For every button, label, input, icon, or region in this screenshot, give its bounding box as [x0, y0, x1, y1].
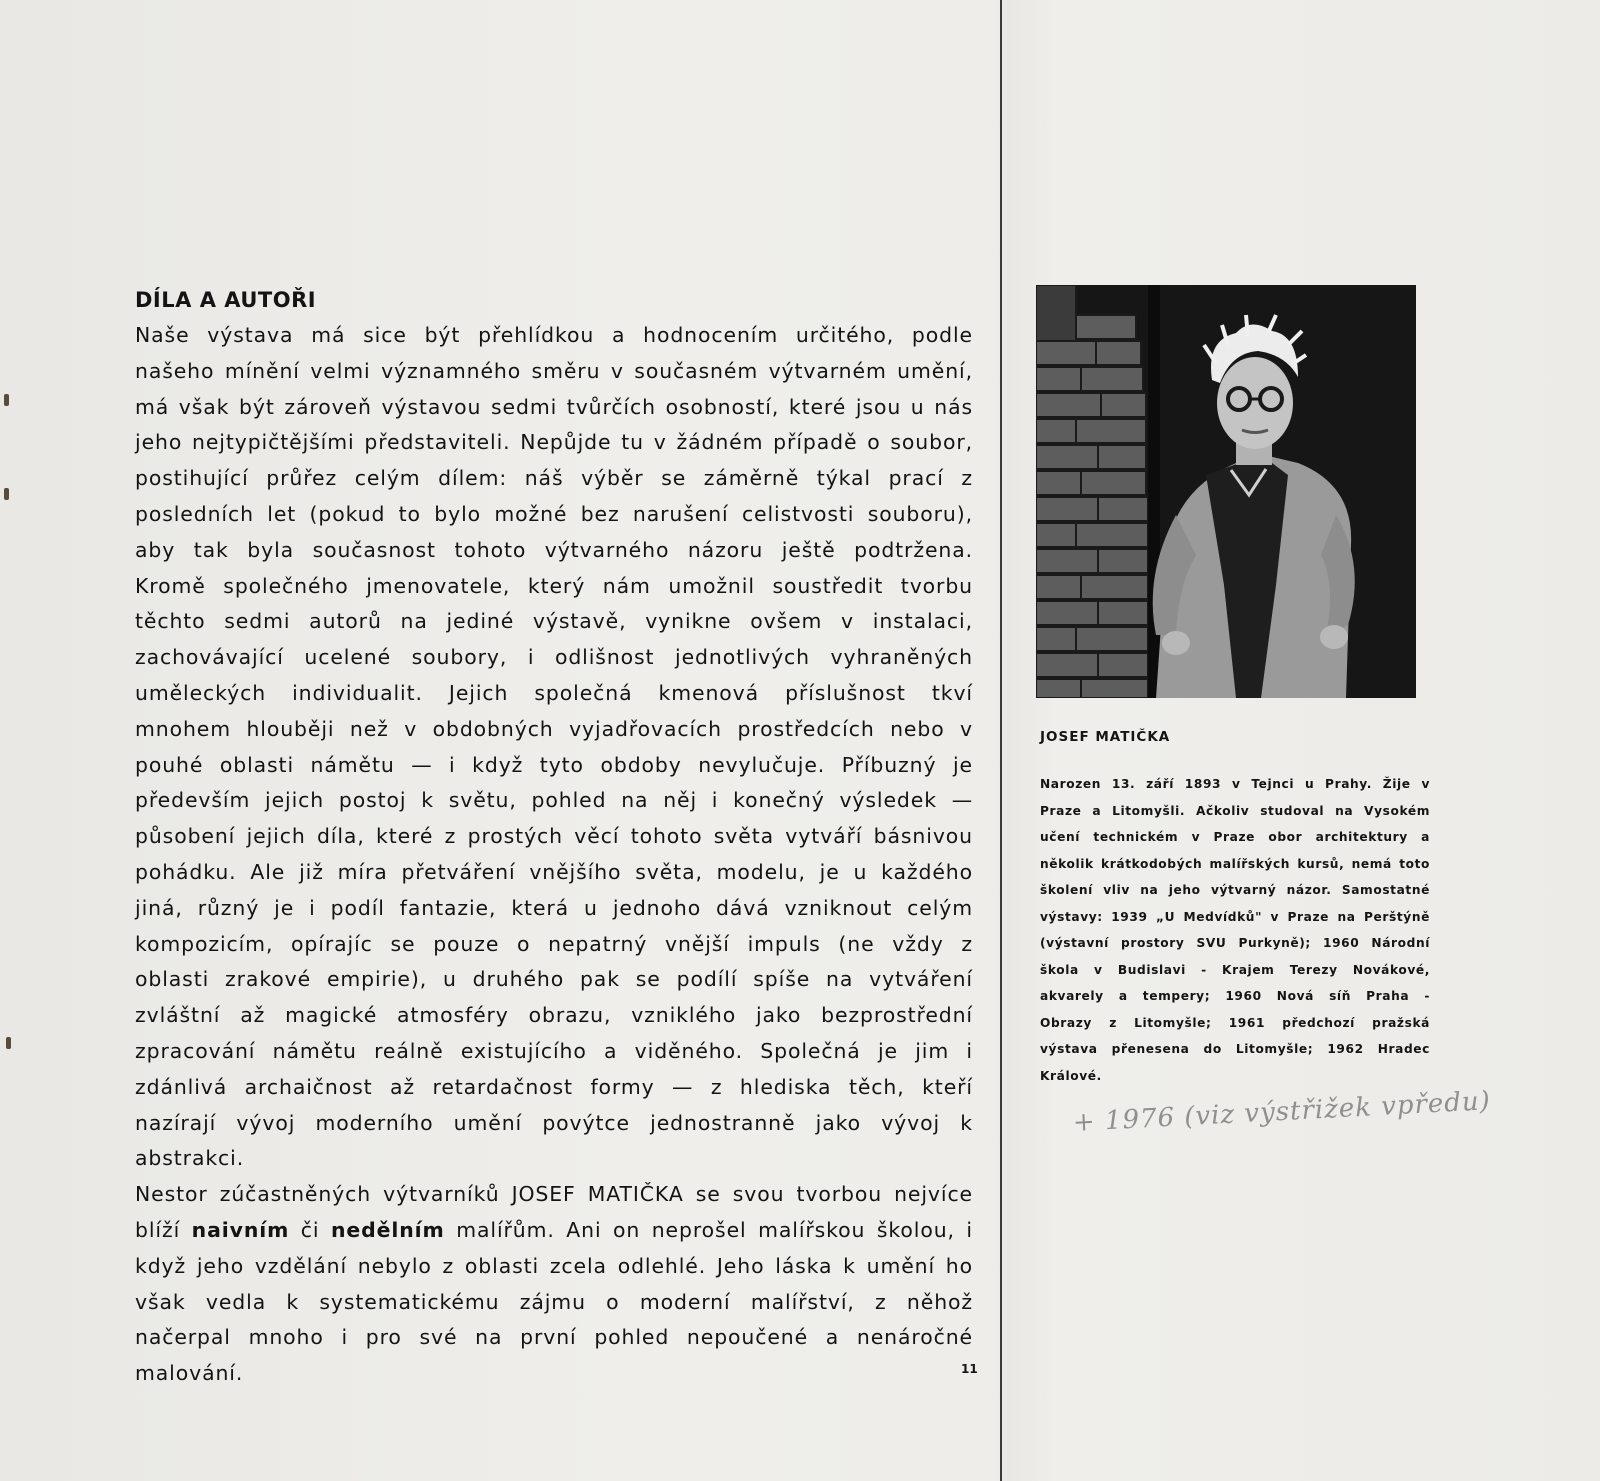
body-text — [135, 318, 973, 1392]
photo-caption-name: JOSEF MATIČKA — [1040, 729, 1171, 745]
p2-text-mid: či — [289, 1217, 331, 1242]
edge-mark — [4, 394, 9, 406]
bold-term-sunday: nedělním — [330, 1217, 445, 1242]
page-number: 11 — [961, 1362, 978, 1376]
p2-text-start: Nestor zúčastněných výtvarníků JOSEF MATIČKA se svou tvorbou nejvíce blíží — [135, 1182, 973, 1242]
p2-text-end: malířům. Ani on neprošel malířskou školou, i když jeho vzdělání nebylo z oblasti zcela odlehlé. Jeho láska k umění ho však vedla k systematickému zájmu o moderní malířství, z něhož načerpal mnoho i pro své na první pohled nepoučené a nenáročné malování. — [135, 1217, 973, 1386]
artist-biography: Narozen 13. září 1893 v Tejnci u Prahy. Žije v Praze a Litomyšli. Ačkoliv studoval na Vysokém učení technickém v Praze obor architektury a několik krátkodobých malířských kursů, nemá toto školení vliv na jeho výtvarný názor. Samostatné výstavy: 1939 „U Medvídků" v Praze na Perštýně (výstavní prostory SVU Purkyně); 1960 Národní škola v Budislavi - Krajem Terezy Novákové, akvarely a tempery; 1960 Nová síň Praha - Obrazy z Litomyšle; 1961 předchozí pražská výstava přenesena do Litomyšle; 1962 Hradec Králové. — [1040, 777, 1430, 1083]
body-paragraph-2 — [135, 1177, 973, 1392]
bold-term-naive: naivním — [191, 1217, 290, 1242]
edge-mark — [4, 488, 9, 500]
portrait-photo — [1036, 285, 1416, 698]
portrait-illustration — [1036, 285, 1416, 698]
body-paragraph-1: Naše výstava má sice být přehlídkou a hodnocením určitého, podle našeho mínění velmi významného směru v současném výtvarném umění, má však být zároveň výstavou sedmi tvůrčích osobností, které jsou u nás jeho nejtypičtějšími představiteli. Nepůjde tu v žádném případě o soubor, postihující průřez celým dílem: náš výběr se záměrně týkal prací z posledních let (pokud to bylo možné bez narušení celistvosti souboru), aby tak byla současnost tohoto výtvarného názoru ještě podtržena. Kromě společného jmenovatele, který nám umožnil soustředit tvorbu těchto sedmi autorů na jediné výstavě, vynikne ovšem v instalaci, zachovávající ucelené soubory, i odlišnost jednotlivých vyhraněných uměleckých individualit. Jejich společná kmenová příslušnost tkví mnohem hlouběji než v obdobných vyjadřovacích prostředcích nebo v pouhé oblasti námětu — i když tyto obdoby nevylučuje. Příbuzný je především jejich postoj k světu, pohled na něj i konečný výsledek — působení jejich díla, které z prostých věcí tohoto světa vytváří básnivou pohádku. Ale již míra přetváření vnějšího světa, modelu, je u každého jiná, různý je i podíl fantazie, která u jednoho dává vzniknout celým kompozicím, opírajíc se pouze o nepatrný vnější impuls (ne vždy z oblasti zrakové empirie), u druhého pak se podílí spíše na vytváření zvláštní až magické atmosféry obrazu, vzniklého jako bezprostřední zpracování námětu reálně existujícího a viděného. Společná je jim i zdánlivá archaičnost až retardačnost formy — z hlediska těch, kteří nazírají vývoj moderního umění povýtce jednostranně jako vývoj k abstrakci. — [135, 323, 973, 1171]
page-fold-line — [1000, 0, 1002, 1481]
handwritten-note: + 1976 (viz výstřižek vpředu) — [1072, 1086, 1492, 1138]
edge-mark — [6, 1037, 11, 1049]
section-heading: DÍLA A AUTOŘI — [135, 288, 317, 312]
